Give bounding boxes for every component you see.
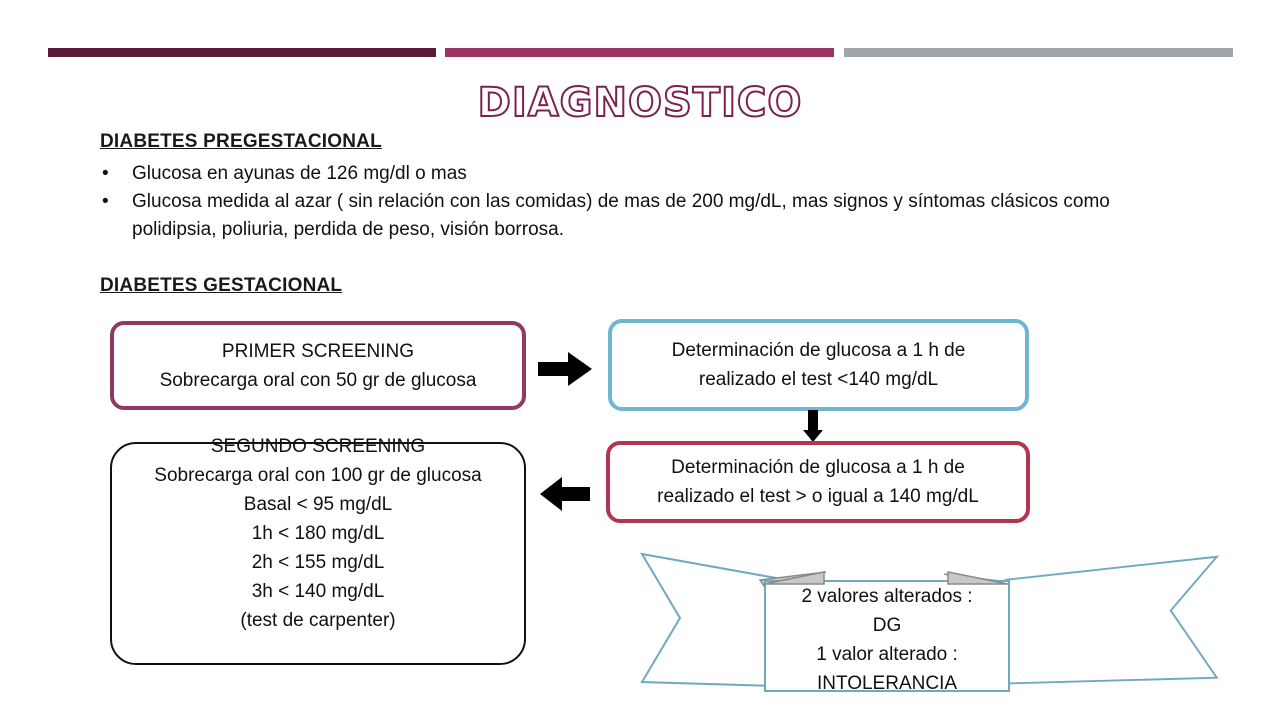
primer-screening-detail: Sobrecarga oral con 50 gr de glucosa: [159, 369, 477, 391]
ribbon-line-intolerancia: INTOLERANCIA: [816, 673, 958, 694]
segundo-screening-2h: 2h < 155 mg/dL: [251, 552, 385, 573]
slide-title: DIAGNOSTICO: [477, 80, 803, 126]
criteria-item: • Glucosa en ayunas de 126 mg/dl o mas: [100, 160, 1180, 188]
determinacion-menor-140-text: Determinación de glucosa a 1 h de realizado el test <140 mg/dL: [671, 340, 966, 390]
segundo-screening-detail: Sobrecarga oral con 100 gr de glucosa: [154, 465, 482, 486]
segundo-screening-1h: 1h < 180 mg/dL: [251, 523, 385, 544]
arrow-down-icon: [803, 410, 823, 442]
heading-pregestacional: DIABETES PREGESTACIONAL: [100, 131, 382, 152]
criteria-item: • Glucosa medida al azar ( sin relación con las comidas) de mas de 200 mg/dL, mas signos y síntomas clásicos como polidipsia, poliuria, perdida de peso, visión borrosa.: [100, 188, 1180, 244]
ribbon-line-un-valor: 1 valor alterado :: [816, 644, 958, 665]
header-bar-dark: [48, 48, 436, 57]
determinacion-menor-140-box: [608, 319, 1029, 411]
arrow-right-icon: [538, 352, 592, 386]
heading-gestacional: DIABETES GESTACIONAL: [100, 275, 343, 296]
ribbon-line-dos-valores: 2 valores alterados :: [801, 586, 973, 607]
arrow-left-icon: [540, 477, 590, 511]
ribbon-result-text: [764, 582, 1010, 698]
primer-screening-title: PRIMER SCREENING: [221, 340, 415, 362]
segundo-screening-basal: Basal < 95 mg/dL: [243, 494, 393, 515]
segundo-screening-box: [110, 436, 526, 665]
segundo-screening-3h: 3h < 140 mg/dL: [251, 581, 385, 602]
header-bar-gray: [844, 48, 1233, 57]
primer-screening-box: [110, 321, 526, 410]
pregestacional-criteria-list: [100, 160, 1180, 244]
segundo-screening-note: (test de carpenter): [240, 610, 396, 631]
determinacion-mayor-140-box: [606, 441, 1030, 523]
segundo-screening-title: SEGUNDO SCREENING: [210, 436, 426, 457]
determinacion-mayor-140-text: Determinación de glucosa a 1 h de realizado el test > o igual a 140 mg/dL: [657, 457, 979, 507]
ribbon-line-dg: DG: [872, 615, 902, 636]
header-bar-magenta: [445, 48, 834, 57]
